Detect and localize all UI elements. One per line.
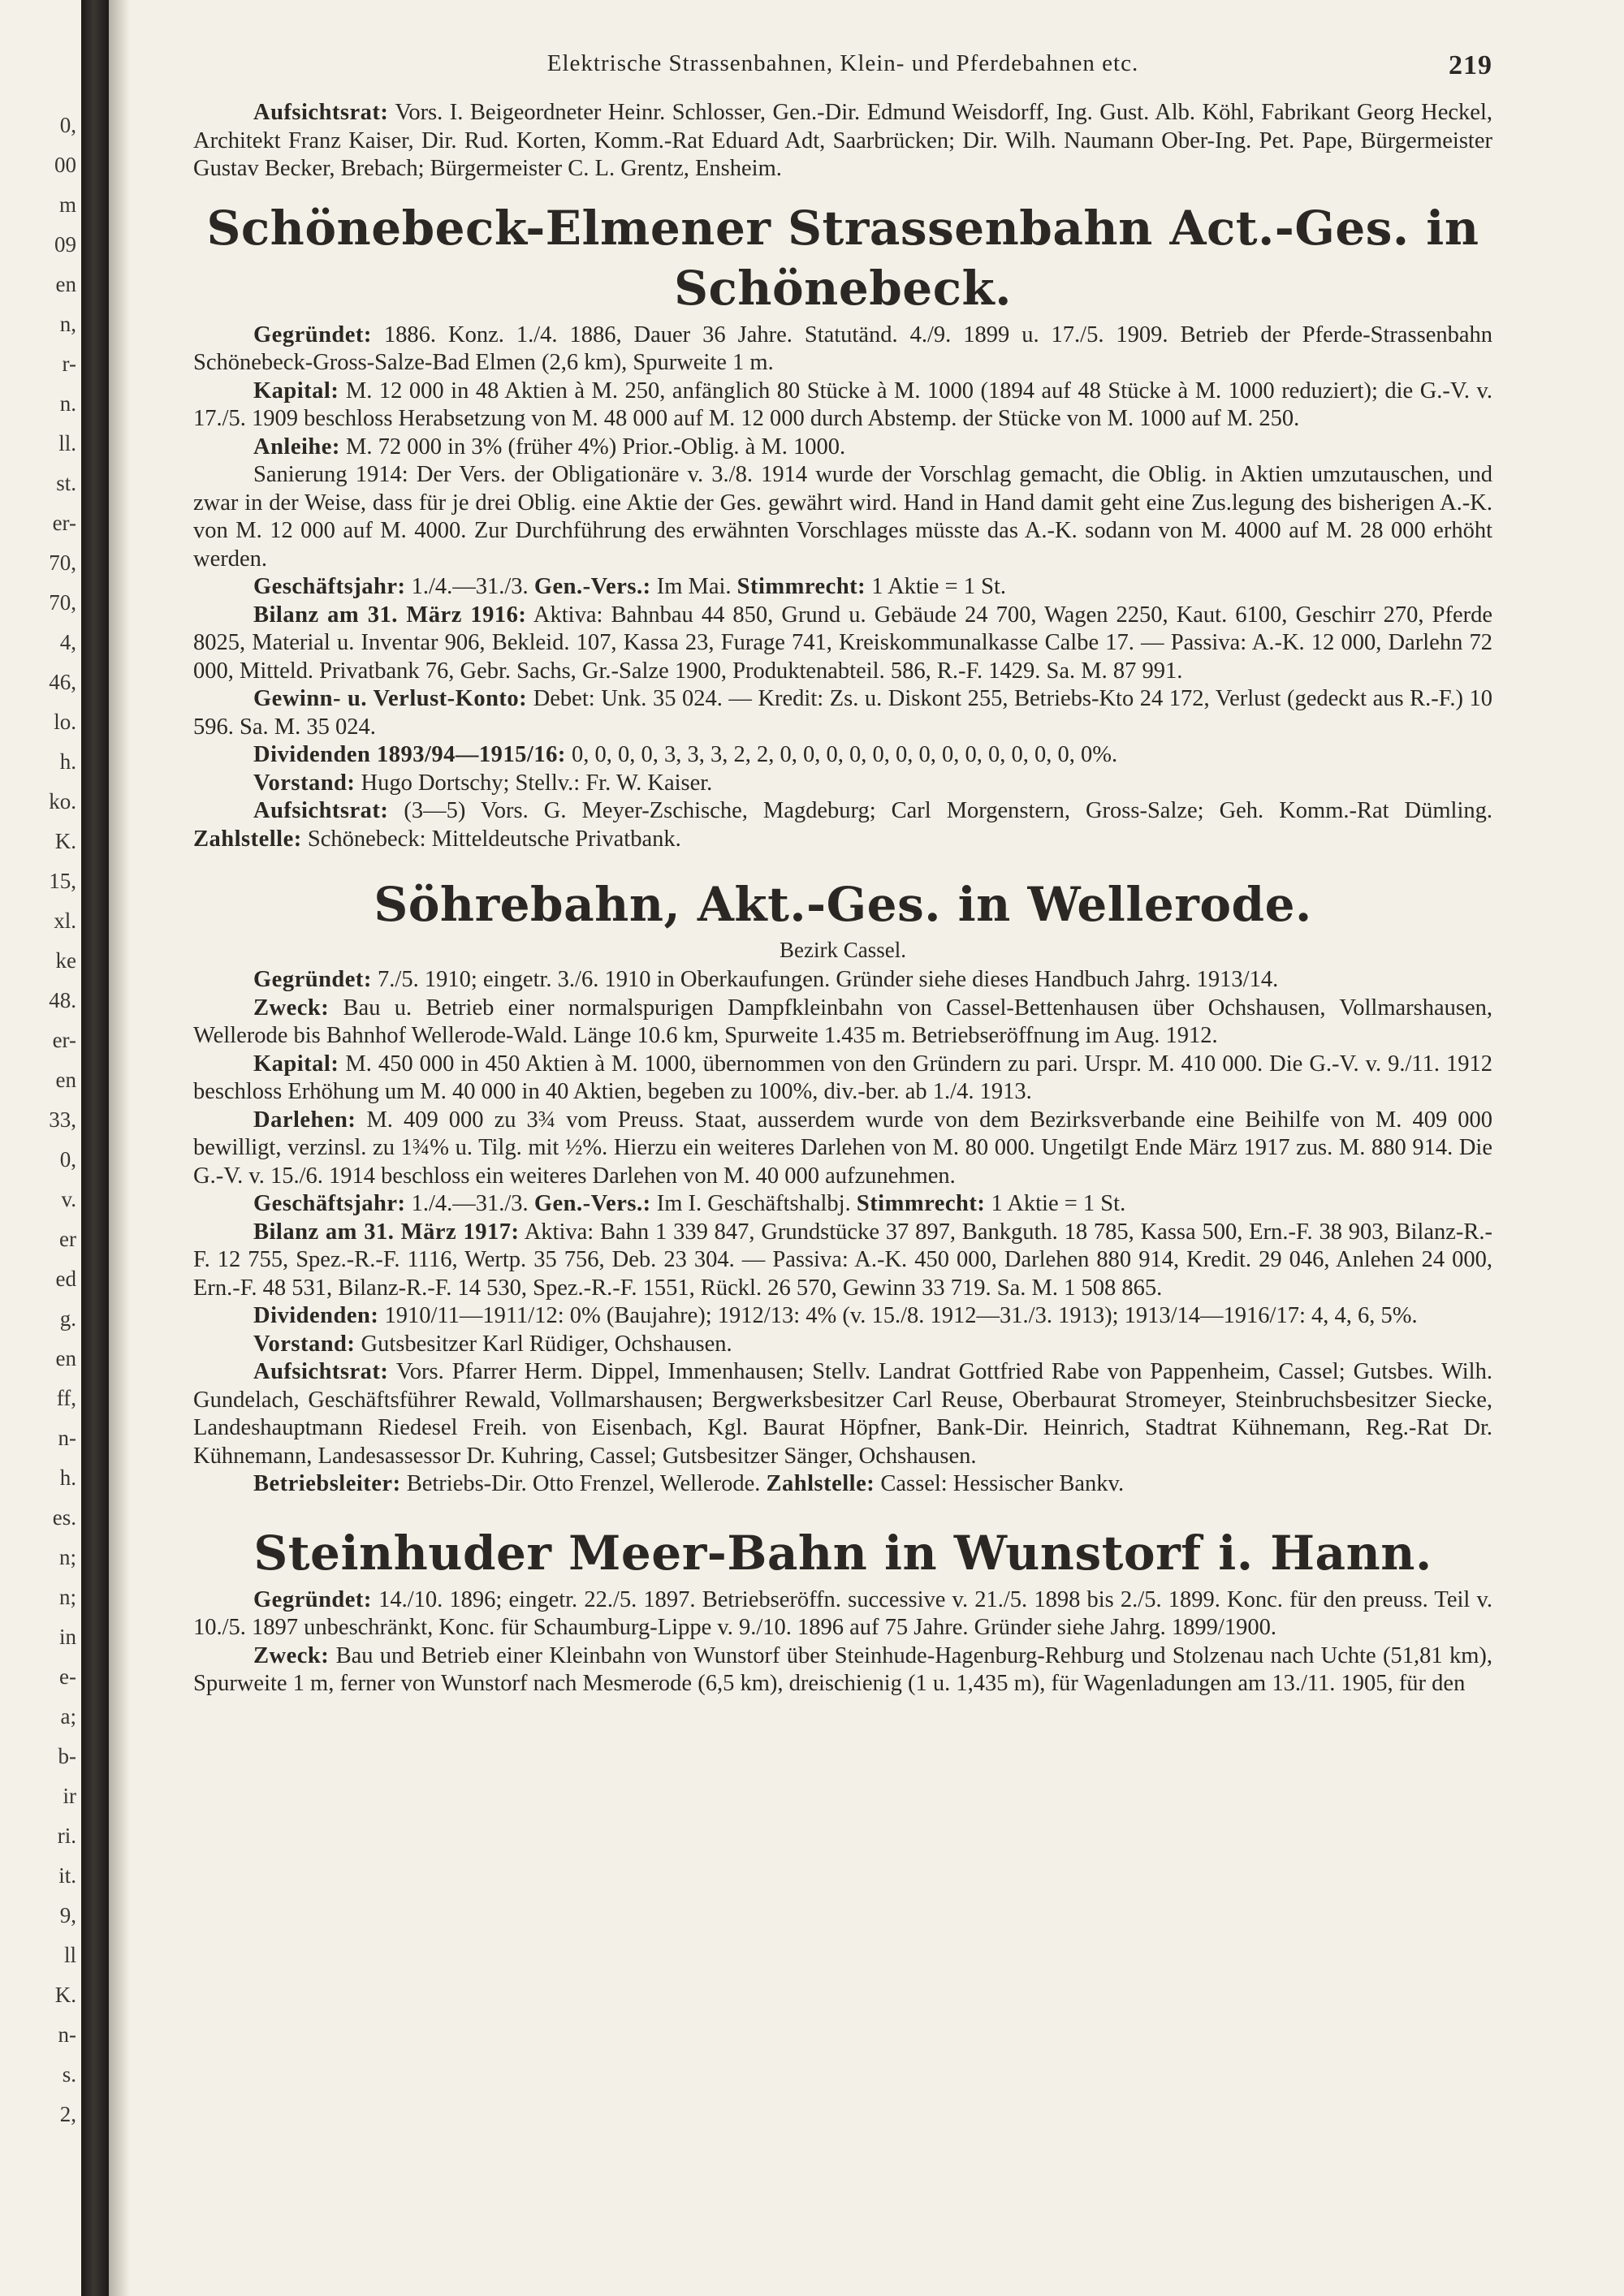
margin-fragment: 2, [59, 2102, 76, 2126]
running-head-title: Elektrische Strassenbahnen, Klein- und Pferdebahnen etc. [546, 50, 1139, 76]
gutter-shadow [109, 0, 130, 2296]
margin-fragment: ko. [49, 789, 76, 814]
s2-betriebsleiter [193, 1470, 1492, 1499]
margin-fragment: n- [58, 2022, 76, 2047]
s3-zweck [193, 1642, 1492, 1698]
margin-fragment: m [58, 192, 76, 217]
margin-fragment: n; [58, 1585, 76, 1609]
s1-vorstand-text: Hugo Dortschy; Stellv.: Fr. W. Kaiser. [361, 770, 713, 796]
s2-vorstand-label: Vorstand: [253, 1331, 356, 1357]
margin-fragment: er [59, 1227, 76, 1251]
margin-fragment: ri. [57, 1823, 76, 1848]
s2-aufsichtsrat-text: Vors. Pfarrer Herm. Dippel, Immenhausen; Stellv. Landrat Gottfried Rabe von Pappenheim, Cassel; Gutsbes. Wilh. Gundelach, Geschäftsführer Rewald, Vollmarshausen; Bergwerksbesitzer Carl Reuse, Oberbaurat Stromeyer, Steinbruchsbesitzer Siecke, Landeshauptmann Riedesel Freih. von Eisenbach, Kgl. Baurat Höpfner, Bank-Dir. Heinrich, Stadtrat Kühnemann, Reg.-Rat Dr. Kühnemann, Landesassessor Dr. Kuhring, Cassel; Gutsbesitzer Sänger, Ochshausen. [193, 1359, 1492, 1469]
s2-kapital-label: Kapital: [253, 1051, 339, 1077]
s2-bilanz [193, 1219, 1492, 1303]
s2-dividenden [193, 1302, 1492, 1331]
s2-darlehen [193, 1107, 1492, 1191]
margin-fragment: er- [52, 511, 76, 535]
s1-vorstand-label: Vorstand: [253, 770, 356, 796]
margin-fragment: b- [58, 1744, 76, 1768]
s2-zahlstelle-text: Cassel: Hessischer Bankv. [880, 1471, 1125, 1496]
s2-betriebsleiter-label: Betriebsleiter: [253, 1471, 401, 1496]
s2-kapital [193, 1051, 1492, 1107]
s1-gewinn-label: Gewinn- u. Verlust-Konto: [253, 686, 528, 711]
s1-dividenden-label: Dividenden 1893/94—1915/16: [253, 742, 566, 767]
intro-aufsichtsrat [193, 99, 1492, 183]
s1-gegruendet-text: 1886. Konz. 1./4. 1886, Dauer 36 Jahre. Statutänd. 4./9. 1899 u. 17./5. 1909. Betrieb der Pferde-Strassenbahn Schönebeck-Gross-Salze-Bad Elmen (2,6 km), Spurweite 1 m. [193, 322, 1493, 375]
margin-fragment: n; [58, 1545, 76, 1569]
margin-fragment: 09 [54, 232, 76, 257]
margin-fragment: r- [62, 352, 76, 376]
margin-fragment: K. [54, 1983, 76, 2007]
margin-fragment: 4, [59, 630, 76, 654]
s1-gewinn [193, 685, 1492, 741]
section2-district: Bezirk Cassel. [780, 938, 906, 962]
margin-fragment: 46, [49, 670, 76, 694]
s2-geschaeftsjahr-text: 1./4.—31./3. [411, 1191, 529, 1216]
margin-fragment: ed [55, 1267, 76, 1291]
margin-fragment: 00 [54, 153, 76, 177]
s1-stimmrecht-text: 1 Aktie = 1 St. [871, 574, 1007, 599]
margin-fragment: n, [59, 312, 76, 336]
s1-anleihe [193, 434, 1492, 462]
intro-aufsichtsrat-label: Aufsichtsrat: [253, 100, 389, 125]
s3-gegruendet-text: 14./10. 1896; eingetr. 22./5. 1897. Betriebseröffn. successive v. 21./5. 1898 bis 2./5. 1899. Konc. für den preuss. Teil v. 10./5. 1897 unbeschränkt, Konc. für Schaumburg-Lippe v. 9./10. 1896 auf 75 Jahre. Gründer siehe Jahrg. 1899/1900. [193, 1586, 1492, 1640]
margin-fragment: 0, [59, 1147, 76, 1172]
s2-genvers-label: Gen.-Vers.: [533, 1191, 651, 1216]
s2-gegruendet [193, 966, 1492, 995]
s2-dividenden-label: Dividenden: [253, 1303, 379, 1328]
margin-fragment: ff, [56, 1386, 76, 1410]
margin-fragment: lo. [54, 710, 76, 734]
s2-bilanz-text: Aktiva: Bahn 1 339 847, Grundstücke 37 897, Bankguth. 18 785, Kassa 500, Ern.-F. 38 903, Bilanz-R.-F. 12 755, Spez.-R.-F. 1116, Wertp. 35 756, Deb. 23 304. — Passiva: A.-K. 450 000, Darlehen 880 914, Kredit. 29 046, Anlehen 24 000, Ern.-F. 48 531, Bilanz-R.-F. 14 530, Spez.-R.-F. 1551, Rückl. 26 570, Gewinn 33 719. Sa. M. 1 508 865. [193, 1219, 1492, 1301]
margin-fragment: n- [58, 1426, 76, 1450]
running-head [193, 50, 1492, 99]
s2-stimmrecht-label: Stimmrecht: [856, 1191, 986, 1216]
margin-fragment: ir [63, 1784, 76, 1808]
section1-title: Schönebeck-Elmener Strassenbahn Act.-Ges. in Schönebeck. [206, 200, 1479, 316]
s2-zweck [193, 995, 1492, 1051]
s2-darlehen-label: Darlehen: [253, 1107, 356, 1133]
s2-gegruendet-label: Gegründet: [253, 967, 372, 992]
s2-genvers-text: Im I. Geschäftshalbj. [656, 1191, 851, 1216]
intro-aufsichtsrat-text: Vors. I. Beigeordneter Heinr. Schlosser, Gen.-Dir. Edmund Weisdorff, Ing. Gust. Alb. Köhl, Fabrikant Georg Heckel, Architekt Franz Kaiser, Dir. Rud. Korten, Komm.-Rat Eduard Adt, Saarbrücken; Dir. Wilh. Naumann Ober-Ing. Pet. Pape, Bürgermeister Gustav Becker, Brebach; Bürgermeister C. L. Grentz, Ensheim. [193, 100, 1492, 181]
s1-stimmrecht-label: Stimmrecht: [736, 574, 866, 599]
s2-bilanz-label: Bilanz am 31. März 1917: [253, 1219, 520, 1245]
s2-kapital-text: M. 450 000 in 450 Aktien à M. 1000, übernommen von den Gründern zu pari. Urspr. M. 410 000. Die G.-V. v. 9./11. 1912 beschloss Erhöhung um M. 40 000 in 40 Aktien, begeben zu 100%, div.-ber. ab 1./4. 1913. [193, 1051, 1493, 1104]
s1-anleihe-text: M. 72 000 in 3% (früher 4%) Prior.-Oblig. à M. 1000. [346, 434, 846, 460]
s3-zweck-text: Bau und Betrieb einer Kleinbahn von Wunstorf über Steinhude-Hagenburg-Rehburg und Stolzenau nach Uchte (51,81 km), Spurweite 1 m, ferner von Wunstorf nach Mesmerode (6,5 km), dreischienig (1 u. 1,435 m), für Wagenladungen am 13./11. 1905, für den [193, 1642, 1492, 1696]
margin-fragment: it. [58, 1863, 76, 1888]
margin-fragment: n. [59, 391, 76, 416]
s1-dividenden-text: 0, 0, 0, 0, 3, 3, 3, 2, 2, 0, 0, 0, 0, 0, 0, 0, 0, 0, 0, 0, 0, 0, 0%. [571, 742, 1118, 767]
s3-gegruendet [193, 1586, 1492, 1642]
margin-fragment: 70, [49, 550, 76, 575]
s1-bilanz-label: Bilanz am 31. März 1916: [253, 602, 527, 628]
s1-aufsichtsrat [193, 797, 1492, 853]
s1-genvers-label: Gen.-Vers.: [533, 574, 651, 599]
s2-aufsichtsrat [193, 1358, 1492, 1470]
s1-geschaeftsjahr [193, 573, 1492, 602]
margin-fragment: xl. [54, 908, 76, 933]
s3-zweck-label: Zweck: [253, 1642, 330, 1668]
s2-geschaeftsjahr-label: Geschäftsjahr: [253, 1191, 406, 1216]
margin-fragment: 48. [49, 988, 76, 1012]
margin-fragment: ke [55, 948, 76, 973]
s2-darlehen-text: M. 409 000 zu 3¾ vom Preuss. Staat, ausserdem wurde von dem Bezirksverbande eine Beihilfe von M. 409 000 bewilligt, verzinsl. zu 1¾% u. Tilg. mit ½%. Hierzu ein weiteres Darlehen von M. 80 000. Ungetilgt Ende März 1917 zus. M. 880 914. Die G.-V. v. 15./6. 1914 beschloss ein weiteres Darlehen von M. 40 000 aufzunehmen. [193, 1107, 1493, 1189]
s1-genvers-text: Im Mai. [656, 574, 732, 599]
margin-fragment: en [55, 1346, 76, 1370]
s3-gegruendet-label: Gegründet: [253, 1586, 372, 1612]
margin-fragment: e- [59, 1664, 76, 1689]
s1-kapital [193, 378, 1492, 434]
s2-stimmrecht-text: 1 Aktie = 1 St. [991, 1191, 1126, 1216]
document-page [193, 50, 1492, 1698]
margin-fragment: ll [63, 1943, 76, 1967]
s1-vorstand [193, 770, 1492, 798]
s1-geschaeftsjahr-text: 1./4.—31./3. [411, 574, 529, 599]
s2-geschaeftsjahr [193, 1190, 1492, 1219]
margin-fragment: 9, [59, 1903, 76, 1927]
section3-title: Steinhuder Meer-Bahn in Wunstorf i. Hann. [253, 1525, 1432, 1581]
s1-dividenden [193, 741, 1492, 770]
s2-vorstand [193, 1331, 1492, 1359]
s2-vorstand-text: Gutsbesitzer Karl Rüdiger, Ochshausen. [361, 1331, 732, 1357]
margin-fragment: g. [59, 1306, 76, 1331]
s1-zahlstelle-label: Zahlstelle: [193, 826, 302, 852]
s1-bilanz [193, 602, 1492, 686]
margin-fragment: in [58, 1625, 76, 1649]
s1-aufsichtsrat-label: Aufsichtsrat: [253, 798, 389, 823]
margin-fragment: en [55, 272, 76, 296]
margin-fragment: ll. [58, 431, 76, 455]
margin-fragment: 0, [59, 113, 76, 137]
margin-fragment: es. [52, 1505, 76, 1530]
s1-anleihe-label: Anleihe: [253, 434, 340, 460]
margin-fragment: s. [62, 2062, 76, 2087]
section2-title: Söhrebahn, Akt.-Ges. in Wellerode. [374, 877, 1312, 932]
s1-bilanz-text: Aktiva: Bahnbau 44 850, Grund u. Gebäude 24 700, Wagen 2250, Kaut. 6100, Geschirr 270, Pferde 8025, Material u. Inventar 906, Bekleid. 107, Kassa 23, Furage 741, Kreiskommunalkasse Calbe 17. — Passiva: A.-K. 12 000, Darlehn 72 000, Mitteld. Privatbank 76, Gebr. Sachs, Gr.-Salze 1900, Produktenabteil. 586, R.-F. 1429. Sa. M. 87 991. [193, 602, 1492, 684]
s1-gewinn-text: Debet: Unk. 35 024. — Kredit: Zs. u. Diskont 255, Betriebs-Kto 24 172, Verlust (gedeckt aus R.-F.) 10 596. Sa. M. 35 024. [193, 686, 1493, 740]
page-number: 219 [1449, 50, 1492, 80]
s1-aufsichtsrat-text: (3—5) Vors. G. Meyer-Zschische, Magdeburg; Carl Morgenstern, Gross-Salze; Geh. Komm.-Rat Dümling. [404, 798, 1493, 823]
s2-zweck-text: Bau u. Betrieb einer normalspurigen Dampfkleinbahn von Cassel-Bettenhausen über Ochshausen, Vollmarshausen, Wellerode bis Bahnhof Wellerode-Wald. Länge 10.6 km, Spurweite 1.435 m. Betriebseröffnung im Aug. 1912. [193, 995, 1492, 1048]
s2-dividenden-text: 1910/11—1911/12: 0% (Baujahre); 1912/13: 4% (v. 15./8. 1912—31./3. 1913); 1913/14—1916/17: 4, 4, 6, 5%. [384, 1303, 1418, 1328]
margin-fragment: a; [60, 1704, 76, 1728]
margin-fragment: er- [52, 1028, 76, 1052]
s2-zahlstelle-label: Zahlstelle: [766, 1471, 875, 1496]
s1-kapital-label: Kapital: [253, 378, 339, 404]
s2-zweck-label: Zweck: [253, 995, 330, 1021]
margin-fragment: h. [59, 749, 76, 774]
margin-fragment: h. [59, 1465, 76, 1490]
margin-fragment: 33, [49, 1107, 76, 1132]
s2-gegruendet-text: 7./5. 1910; eingetr. 3./6. 1910 in Oberkaufungen. Gründer siehe dieses Handbuch Jahrg. 1913/14. [378, 967, 1279, 992]
s1-kapital-text: M. 12 000 in 48 Aktien à M. 250, anfänglich 80 Stücke à M. 1000 (1894 auf 48 Stücke à M. 1000 reduziert); die G.-V. v. 17./5. 1909 beschloss Herabsetzung von M. 48 000 auf M. 12 000 durch Abstemp. der Stücke von M. 1000 auf M. 250. [193, 378, 1492, 431]
s1-sanierung: Sanierung 1914: Der Vers. der Obligationäre v. 3./8. 1914 wurde der Vorschlag gemacht, die Oblig. in Aktien umzutauschen, und zwar in der Weise, dass für je drei Oblig. eine Aktie der Ges. gewährt wird. Hand in Hand damit geht eine Zus.legung des bisherigen A.-K. von M. 12 000 auf M. 4000. Zur Durchführung des erwähnten Vorschlages müsste das A.-K. sodann von M. 4000 auf M. 28 000 erhöht werden. [193, 462, 1492, 572]
margin-fragment: K. [54, 829, 76, 853]
s2-aufsichtsrat-label: Aufsichtsrat: [253, 1359, 389, 1384]
s1-zahlstelle-text: Schönebeck: Mitteldeutsche Privatbank. [307, 826, 681, 852]
margin-fragment: st. [56, 471, 76, 495]
margin-fragment: v. [61, 1187, 76, 1211]
book-binding [81, 0, 109, 2296]
margin-fragment: 70, [49, 590, 76, 615]
s1-gegruendet [193, 322, 1492, 378]
margin-fragment: en [55, 1068, 76, 1092]
s1-gegruendet-label: Gegründet: [253, 322, 372, 347]
margin-fragment: 15, [49, 869, 76, 893]
s1-geschaeftsjahr-label: Geschäftsjahr: [253, 574, 406, 599]
s2-betriebsleiter-text: Betriebs-Dir. Otto Frenzel, Wellerode. [406, 1471, 761, 1496]
